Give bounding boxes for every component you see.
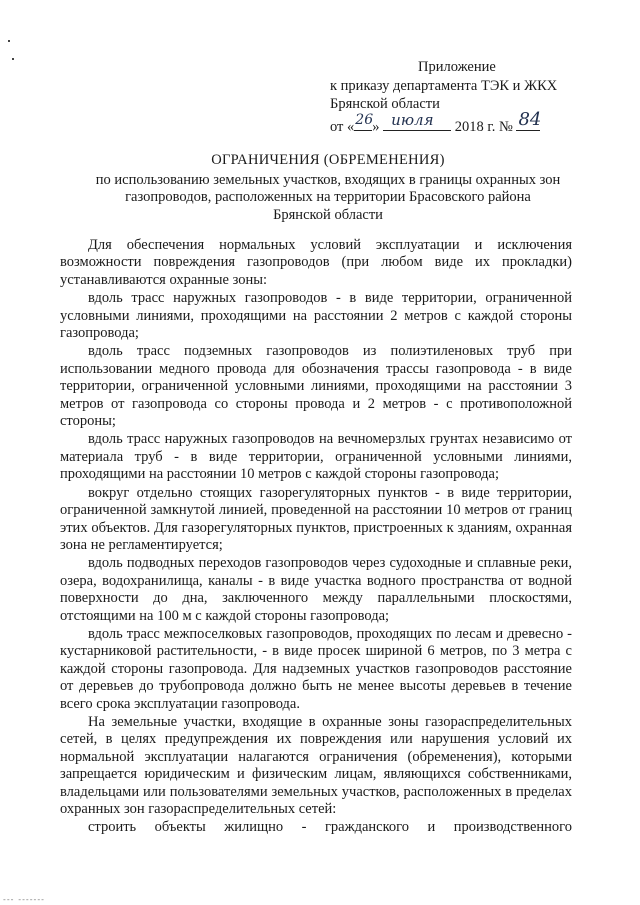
body-paragraph: вдоль трасс наружных газопроводов на вечномерзлых грунтах независимо от материала труб - в виде территории, ограниченной условными линиями, проходящими на расстоянии 10 метров с каждой стороны газопровода; — [60, 431, 572, 483]
annex-date-line — [330, 109, 557, 137]
body-paragraph: строить объекты жилищно - гражданского и производственного — [88, 819, 572, 836]
document-title-block — [60, 152, 596, 224]
body-paragraph: Для обеспечения нормальных условий эксплуатации и исключения возможности повреждения газопроводов (при любом виде их прокладки) устанавливаются охранные зоны: — [60, 237, 572, 288]
scan-footer-mark: --- ------- — [2, 895, 44, 904]
body-paragraph: вокруг отдельно стоящих газорегуляторных пунктов - в виде территории, ограниченной замкнутой линией, проведенной на расстоянии 10 метров от границ этих объектов. Для газорегуляторных пунктов, пристроенных к зданиям, охранная зона не регламентируется; — [60, 484, 572, 553]
document-body — [60, 237, 572, 838]
annex-order-ref: к приказу департамента ТЭК и ЖКХ — [330, 77, 558, 94]
subtitle-line: Брянской области — [273, 206, 383, 223]
annex-header — [330, 58, 557, 136]
date-month-handwritten: июля — [391, 111, 434, 129]
date-day-field — [354, 114, 372, 131]
body-paragraph: вдоль трасс наружных газопроводов - в виде территории, ограниченной условными линиями, проходящими на расстоянии 2 метров с каждой стороны газопровода; — [60, 290, 572, 342]
annex-region: Брянской области — [330, 96, 440, 112]
date-month-field — [383, 111, 451, 131]
body-paragraph: вдоль трасс подземных газопроводов из полиэтиленовых труб при использовании медного провода для обозначения трассы газопровода - в виде территории, ограниченной условными линиями, проходящими на расстоянии 3 метров от газопровода со стороны провода и 2 метров - с противоположной стороны; — [60, 343, 572, 430]
body-paragraph: вдоль подводных переходов газопроводов через судоходные и сплавные реки, озера, водохранилища, каналы - в виде участка водного пространства от водной поверхности до дна, заключенного между параллельными плоскостями, отстоящими на 100 м с каждой стороны газопровода; — [60, 555, 572, 624]
scan-mark — [12, 58, 14, 60]
body-paragraph: На земельные участки, входящие в охранные зоны газораспределительных сетей, в целях предупреждения их повреждения или нарушения условий их нормальной эксплуатации налагаются ограничения (обременения), которыми запрещается юридическим и физическим лицам, являющихся собственниками, владельцами или пользователями земельных участков, расположенных в пределах охранных зон газораспределительных сетей: — [60, 713, 572, 817]
subtitle-line: газопроводов, расположенных на территории Брасовского района — [125, 189, 531, 205]
date-mid: » — [372, 118, 380, 135]
order-number-handwritten: 84 — [518, 109, 542, 130]
document-title: ОГРАНИЧЕНИЯ (ОБРЕМЕНЕНИЯ) — [211, 152, 445, 168]
date-year: 2018 г. № — [454, 118, 513, 135]
order-number-field — [516, 109, 542, 131]
date-prefix: от « — [330, 118, 355, 135]
subtitle-line: по использованию земельных участков, входящих в границы охранных зон — [95, 171, 561, 188]
annex-title: Приложение — [418, 59, 496, 75]
body-paragraph: вдоль трасс межпоселковых газопроводов, проходящих по лесам и древесно - кустарниковой растительности, - в виде просек шириной 6 метров, по 3 метра с каждой стороны газопровода. Для надземных участков газопроводов расстояние от деревьев до трубопровода должно быть не менее высоты деревьев в течение всего срока эксплуатации газопровода. — [60, 625, 572, 712]
date-day-handwritten: 26 — [355, 112, 374, 128]
scan-mark — [8, 40, 10, 42]
